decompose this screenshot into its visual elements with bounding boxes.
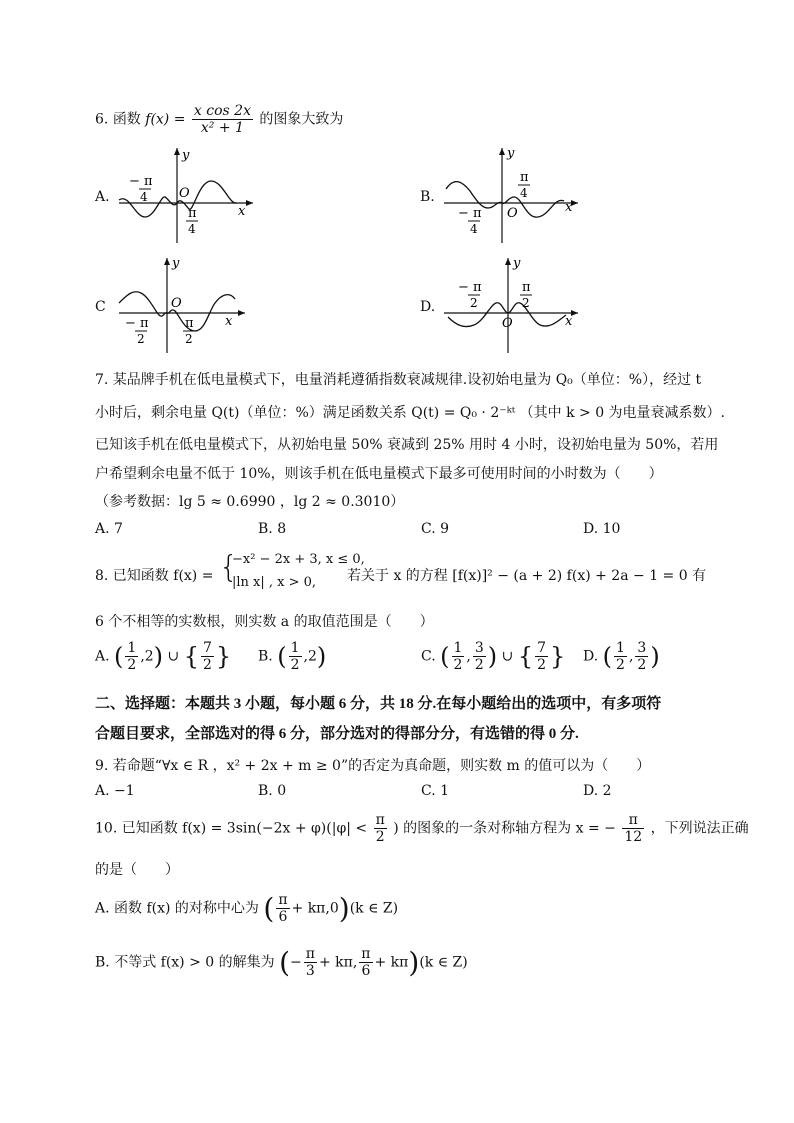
q6-stem xyxy=(95,103,343,136)
q8-suffix: 若关于 x 的方程 [f(x)]² − (a + 2) f(x) + 2a − 1 = 0 有 xyxy=(347,568,707,584)
graph-d-tick-left: − π xyxy=(458,280,482,295)
graph-option-c[interactable] xyxy=(95,255,255,355)
q6-text-prefix: 函数 xyxy=(112,111,141,128)
graph-c-tick-left: − π xyxy=(125,316,149,331)
q8-option-d[interactable]: D. ( $\frac{1}{2}$ , $\frac{3}{2}$ ) xyxy=(583,640,660,673)
graph-a-tick-left: − π xyxy=(129,174,153,189)
svg-text:2: 2 xyxy=(470,296,478,310)
q6-denominator: x² + 1 xyxy=(200,120,244,136)
q6-numerator: x cos 2x xyxy=(193,103,251,119)
q8-brace: { xyxy=(219,550,239,585)
q6-text-suffix: 的图象大致为 xyxy=(259,111,344,128)
graph-d-plot xyxy=(440,255,580,355)
svg-text:4: 4 xyxy=(470,222,478,236)
svg-text:2: 2 xyxy=(185,332,193,346)
graph-a-label: A. xyxy=(95,189,110,205)
graph-b-tick-right: π xyxy=(520,170,529,185)
graph-c-plot xyxy=(115,255,255,355)
q9-option-c[interactable]: C. 1 xyxy=(421,783,450,799)
graph-c-origin: O xyxy=(171,296,182,311)
graph-a-y: y xyxy=(182,148,190,163)
q7-option-d[interactable]: D. 10 xyxy=(583,521,621,537)
q7-line-3: 已知该手机在低电量模式下，从初始电量 50% 衰减到 25% 用时 4 小时，设初始电量为 50%，若用 xyxy=(95,437,719,453)
graph-d-tick-right: π xyxy=(522,280,531,295)
q10-option-a[interactable]: A. 函数 f(x) 的对称中心为 ( $\frac{\pi}{6}$ + kπ,0)(k ∈ Z) xyxy=(95,892,399,925)
q7-line-2: 小时后，剩余电量 Q(t)（单位：%）满足函数关系 Q(t) = Q₀ · 2⁻ᵏᵗ （其中 k > 0 为电量衰减系数）. xyxy=(95,405,726,421)
q7-option-a[interactable]: A. 7 xyxy=(95,521,123,537)
graph-a-x: x xyxy=(238,204,246,219)
graph-a-origin: O xyxy=(179,186,190,201)
graph-b-plot xyxy=(440,145,580,245)
graph-d-origin: O xyxy=(502,316,513,331)
q10-option-b[interactable]: B. 不等式 f(x) > 0 的解集为 (− $\frac{\pi}{3}$ + kπ, $\frac{\pi}{6}$ + kπ)(k ∈ Z) xyxy=(95,946,468,979)
graph-b-y: y xyxy=(507,146,515,161)
graph-a-tick-right: π xyxy=(188,206,197,221)
q7-option-c[interactable]: C. 9 xyxy=(421,521,450,537)
graph-b-tick-left: − π xyxy=(458,206,482,221)
q8-case-2: |ln x| , x > 0, xyxy=(232,575,317,590)
svg-text:2: 2 xyxy=(137,332,145,346)
graph-b-origin: O xyxy=(507,206,518,221)
graph-option-d[interactable] xyxy=(420,255,580,355)
q8-line-2: 6 个不相等的实数根，则实数 a 的取值范围是（ ） xyxy=(95,614,434,630)
q8-prefix: 8. 已知函数 f(x) = xyxy=(95,568,214,584)
graph-c-y: y xyxy=(172,256,180,271)
svg-text:4: 4 xyxy=(140,190,148,204)
q6-fraction xyxy=(192,103,253,136)
graph-b-x: x xyxy=(565,200,573,215)
q10-stem-line-2: 的是（ ） xyxy=(95,862,179,878)
graph-c-label: C xyxy=(95,299,106,315)
graph-d-label: D. xyxy=(420,299,436,315)
q8-option-c[interactable]: C. ( $\frac{1}{2}$ , $\frac{3}{2}$ ) ∪ { $\frac{7}{2}$ } xyxy=(421,640,566,673)
q8-case-1: −x² − 2x + 3, x ≤ 0, xyxy=(232,552,365,567)
graph-c-x: x xyxy=(225,314,233,329)
svg-text:4: 4 xyxy=(520,186,528,200)
q10-stem-line-1: 10. 已知函数 f(x) = 3sin(−2x + φ)(|φ| < $\frac{\pi}{2}$ ) 的图象的一条对称轴方程为 x = − $\frac{\pi}{12}$ ，下列说法正确 xyxy=(95,812,749,845)
q9-option-a[interactable]: A. −1 xyxy=(95,783,135,799)
graph-b-label: B. xyxy=(420,189,435,205)
q6-number: 6. xyxy=(95,111,109,128)
q9-stem: 9. 若命题“∀x ∈ R ，x² + 2x + m ≥ 0”的否定为真命题，则实数 m 的值可以为（ ） xyxy=(95,758,651,774)
graph-a-plot xyxy=(115,145,255,245)
graph-option-b[interactable] xyxy=(420,145,580,245)
graph-d-y: y xyxy=(513,256,521,271)
svg-text:2: 2 xyxy=(522,296,530,310)
q7-line-1: 7. 某品牌手机在低电量模式下，电量消耗遵循指数衰减规律.设初始电量为 Q₀（单位：%），经过 t xyxy=(95,372,702,388)
q7-line-4: 户希望剩余电量不低于 10%，则该手机在低电量模式下最多可使用时间的小时数为（ ） xyxy=(95,466,663,482)
q8-option-a[interactable]: A. ( $\frac{1}{2}$ ,2) ∪ { $\frac{7}{2}$ } xyxy=(95,640,232,673)
q7-line-5: （参考数据：lg 5 ≈ 0.6990 ，lg 2 ≈ 0.3010） xyxy=(95,494,405,510)
section-2-line-1: 二、选择题：本题共 3 小题，每小题 6 分，共 18 分.在每小题给出的选项中，有多项符 xyxy=(95,696,662,712)
q9-option-b[interactable]: B. 0 xyxy=(258,783,287,799)
q8-option-b[interactable]: B. ( $\frac{1}{2}$ ,2) xyxy=(258,640,327,673)
graph-d-x: x xyxy=(565,314,573,329)
graph-c-tick-right: π xyxy=(185,316,194,331)
svg-text:4: 4 xyxy=(188,222,196,236)
q9-option-d[interactable]: D. 2 xyxy=(583,783,612,799)
q7-option-b[interactable]: B. 8 xyxy=(258,521,287,537)
q6-function-name: f(x) = xyxy=(145,111,186,128)
graph-option-a[interactable] xyxy=(95,145,255,245)
section-2-line-2: 合题目要求，全部选对的得 6 分，部分选对的得部分分，有选错的得 0 分. xyxy=(95,726,579,742)
